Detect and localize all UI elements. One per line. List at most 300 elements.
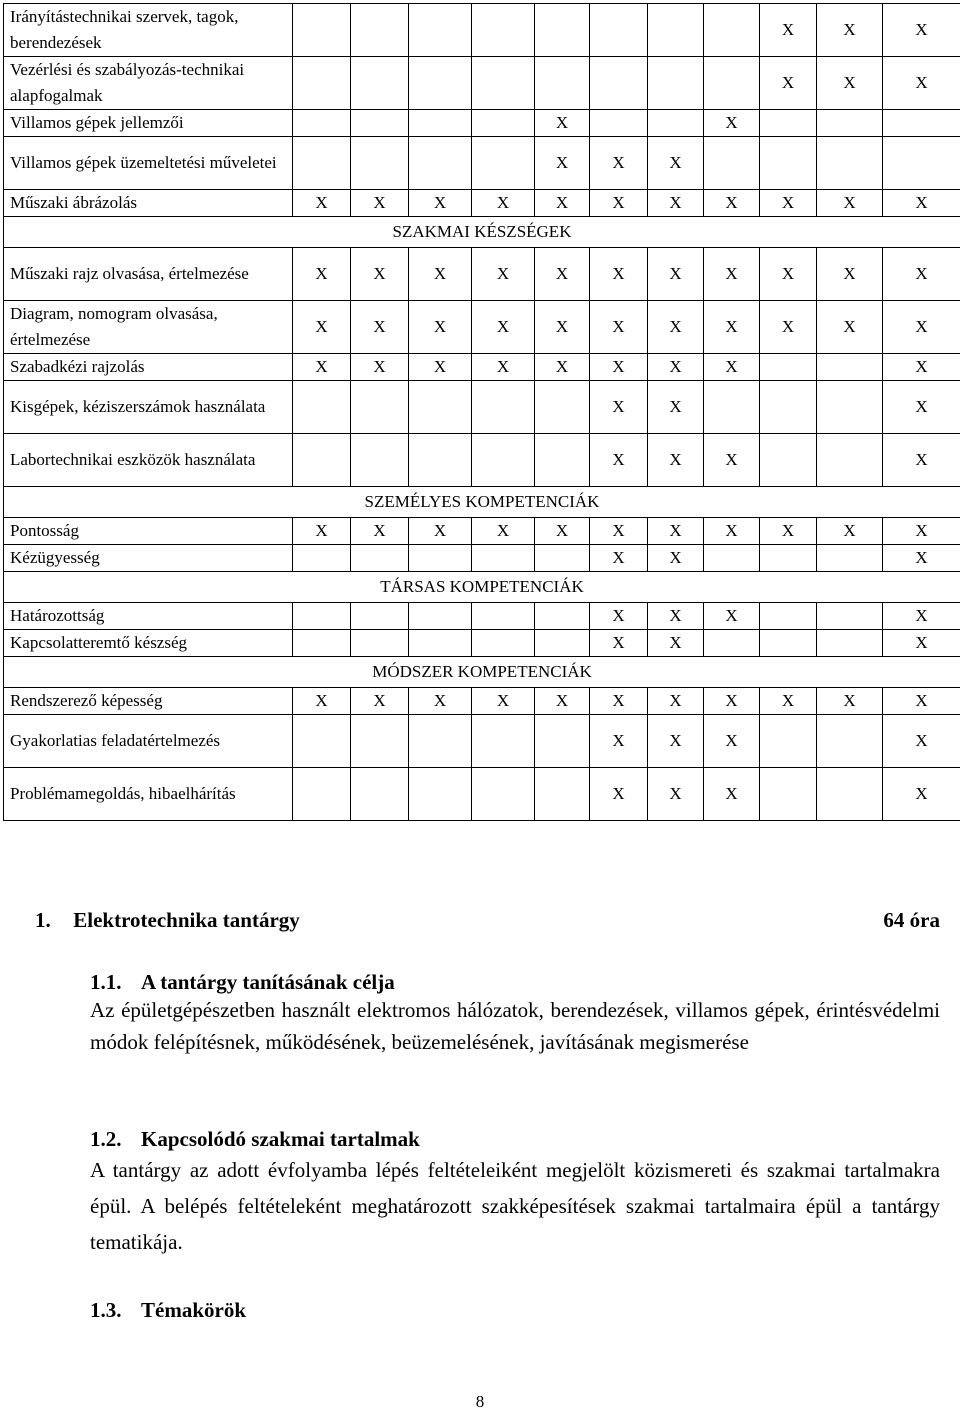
row-label: Vezérlési és szabályozás-technikai alapfogalmak xyxy=(4,57,293,110)
x-mark: X xyxy=(915,784,928,803)
mark-cell xyxy=(351,57,409,110)
section-1-hours: 64 óra xyxy=(883,908,940,932)
x-mark: X xyxy=(373,317,386,336)
table-row xyxy=(4,434,960,487)
mark-cell xyxy=(590,57,648,110)
x-mark: X xyxy=(373,691,386,710)
section-1-1-title: A tantárgy tanításának célja xyxy=(141,970,395,994)
mark-cell xyxy=(472,354,535,381)
mark-cell xyxy=(760,603,817,630)
table-row xyxy=(4,688,960,715)
x-mark: X xyxy=(669,521,682,540)
x-mark: X xyxy=(433,193,447,212)
section-1-1-heading xyxy=(90,970,940,995)
x-mark: X xyxy=(725,113,738,132)
x-mark: X xyxy=(555,264,569,283)
mark-cell xyxy=(351,688,409,715)
mark-cell xyxy=(535,545,590,572)
mark-cell xyxy=(883,630,960,657)
mark-cell xyxy=(409,4,472,57)
mark-cell xyxy=(293,110,351,137)
section-heading: SZEMÉLYES KOMPETENCIÁK xyxy=(4,487,960,518)
table-row xyxy=(4,57,960,110)
mark-cell xyxy=(535,110,590,137)
mark-cell xyxy=(293,381,351,434)
mark-cell xyxy=(648,603,704,630)
mark-cell xyxy=(648,715,704,768)
x-mark: X xyxy=(496,193,510,212)
mark-cell xyxy=(590,630,648,657)
mark-cell xyxy=(590,137,648,190)
x-mark: X xyxy=(669,731,682,750)
x-mark: X xyxy=(315,357,328,376)
row-label: Villamos gépek jellemzői xyxy=(4,110,293,137)
x-mark: X xyxy=(725,784,738,803)
x-mark: X xyxy=(612,731,625,750)
x-mark: X xyxy=(781,193,795,212)
x-mark: X xyxy=(433,264,447,283)
mark-cell xyxy=(817,190,883,217)
mark-cell xyxy=(817,688,883,715)
mark-cell xyxy=(648,518,704,545)
x-mark: X xyxy=(915,450,928,469)
mark-cell xyxy=(883,301,960,354)
page-number: 8 xyxy=(475,1392,485,1411)
x-mark: X xyxy=(555,691,569,710)
mark-cell xyxy=(648,248,704,301)
row-label: Pontosság xyxy=(4,518,293,545)
mark-cell xyxy=(704,57,760,110)
mark-cell xyxy=(535,518,590,545)
x-mark: X xyxy=(555,193,569,212)
mark-cell xyxy=(704,301,760,354)
mark-cell xyxy=(590,354,648,381)
mark-cell xyxy=(760,545,817,572)
mark-cell xyxy=(293,137,351,190)
section-1-1-number: 1.1. xyxy=(90,970,122,994)
mark-cell xyxy=(760,630,817,657)
row-label: Irányítástechnikai szervek, tagok, berendezések xyxy=(4,4,293,57)
x-mark: X xyxy=(612,450,625,469)
mark-cell xyxy=(704,381,760,434)
mark-cell xyxy=(704,768,760,821)
x-mark: X xyxy=(915,521,928,540)
mark-cell xyxy=(590,434,648,487)
table-row xyxy=(4,630,960,657)
mark-cell xyxy=(535,57,590,110)
mark-cell xyxy=(704,137,760,190)
mark-cell xyxy=(535,354,590,381)
mark-cell xyxy=(293,190,351,217)
row-label: Kisgépek, kéziszerszámok használata xyxy=(4,381,293,434)
mark-cell xyxy=(293,301,351,354)
mark-cell xyxy=(704,248,760,301)
x-mark: X xyxy=(555,113,569,132)
x-mark: X xyxy=(612,397,625,416)
x-mark: X xyxy=(725,691,738,710)
mark-cell xyxy=(351,518,409,545)
mark-cell xyxy=(409,630,472,657)
section-1-3-title: Témakörök xyxy=(141,1298,246,1322)
section-heading: TÁRSAS KOMPETENCIÁK xyxy=(4,572,960,603)
mark-cell xyxy=(590,4,648,57)
mark-cell xyxy=(409,603,472,630)
mark-cell xyxy=(817,4,883,57)
x-mark: X xyxy=(433,317,447,336)
x-mark: X xyxy=(843,20,856,39)
mark-cell xyxy=(704,354,760,381)
mark-cell xyxy=(535,768,590,821)
mark-cell xyxy=(817,301,883,354)
mark-cell xyxy=(535,248,590,301)
mark-cell xyxy=(409,57,472,110)
x-mark: X xyxy=(669,450,682,469)
x-mark: X xyxy=(725,317,738,336)
x-mark: X xyxy=(373,521,386,540)
x-mark: X xyxy=(496,317,510,336)
mark-cell xyxy=(293,434,351,487)
mark-cell xyxy=(472,688,535,715)
row-label: Labortechnikai eszközök használata xyxy=(4,434,293,487)
row-label: Kézügyesség xyxy=(4,545,293,572)
mark-cell xyxy=(293,545,351,572)
mark-cell xyxy=(760,190,817,217)
mark-cell xyxy=(472,248,535,301)
mark-cell xyxy=(648,354,704,381)
mark-cell xyxy=(883,4,960,57)
mark-cell xyxy=(760,137,817,190)
x-mark: X xyxy=(612,317,625,336)
mark-cell xyxy=(648,381,704,434)
mark-cell xyxy=(648,545,704,572)
mark-cell xyxy=(351,603,409,630)
mark-cell xyxy=(760,248,817,301)
mark-cell xyxy=(409,518,472,545)
x-mark: X xyxy=(612,606,625,625)
mark-cell xyxy=(472,630,535,657)
mark-cell xyxy=(535,603,590,630)
x-mark: X xyxy=(843,193,856,212)
mark-cell xyxy=(535,381,590,434)
x-mark: X xyxy=(915,20,928,39)
section-1-title: Elektrotechnika tantárgy xyxy=(73,908,300,932)
mark-cell xyxy=(760,57,817,110)
x-mark: X xyxy=(915,633,928,652)
row-label: Diagram, nomogram olvasása, értelmezése xyxy=(4,301,293,354)
table-section-row xyxy=(4,657,960,688)
section-1-number: 1. xyxy=(35,908,51,932)
mark-cell xyxy=(590,190,648,217)
mark-cell xyxy=(648,190,704,217)
table-row xyxy=(4,4,960,57)
x-mark: X xyxy=(315,264,328,283)
section-heading: MÓDSZER KOMPETENCIÁK xyxy=(4,657,960,688)
mark-cell xyxy=(590,301,648,354)
mark-cell xyxy=(590,688,648,715)
row-label: Szabadkézi rajzolás xyxy=(4,354,293,381)
mark-cell xyxy=(817,518,883,545)
table-row xyxy=(4,518,960,545)
mark-cell xyxy=(293,688,351,715)
section-1-2-title: Kapcsolódó szakmai tartalmak xyxy=(141,1127,420,1151)
mark-cell xyxy=(535,301,590,354)
mark-cell xyxy=(472,137,535,190)
mark-cell xyxy=(648,4,704,57)
mark-cell xyxy=(760,4,817,57)
mark-cell xyxy=(704,518,760,545)
mark-cell xyxy=(472,715,535,768)
x-mark: X xyxy=(315,317,328,336)
mark-cell xyxy=(704,630,760,657)
x-mark: X xyxy=(669,317,682,336)
x-mark: X xyxy=(669,633,682,652)
mark-cell xyxy=(760,688,817,715)
mark-cell xyxy=(817,57,883,110)
mark-cell xyxy=(590,248,648,301)
mark-cell xyxy=(351,354,409,381)
x-mark: X xyxy=(781,521,795,540)
mark-cell xyxy=(293,715,351,768)
x-mark: X xyxy=(669,606,682,625)
mark-cell xyxy=(883,545,960,572)
mark-cell xyxy=(293,4,351,57)
section-1-2 xyxy=(90,1127,940,1260)
table-row xyxy=(4,190,960,217)
section-1-1 xyxy=(90,970,940,1058)
x-mark: X xyxy=(915,357,928,376)
mark-cell xyxy=(472,518,535,545)
mark-cell xyxy=(817,248,883,301)
mark-cell xyxy=(760,110,817,137)
mark-cell xyxy=(760,518,817,545)
mark-cell xyxy=(472,603,535,630)
x-mark: X xyxy=(725,450,738,469)
mark-cell xyxy=(409,715,472,768)
mark-cell xyxy=(648,110,704,137)
mark-cell xyxy=(760,768,817,821)
mark-cell xyxy=(409,248,472,301)
x-mark: X xyxy=(612,521,625,540)
mark-cell xyxy=(293,603,351,630)
x-mark: X xyxy=(725,521,738,540)
row-label: Problémamegoldás, hibaelhárítás xyxy=(4,768,293,821)
row-label: Gyakorlatias feladatértelmezés xyxy=(4,715,293,768)
x-mark: X xyxy=(781,264,795,283)
x-mark: X xyxy=(496,521,510,540)
x-mark: X xyxy=(612,153,625,172)
mark-cell xyxy=(409,354,472,381)
mark-cell xyxy=(535,688,590,715)
mark-cell xyxy=(409,545,472,572)
mark-cell xyxy=(883,354,960,381)
mark-cell xyxy=(760,434,817,487)
mark-cell xyxy=(351,715,409,768)
mark-cell xyxy=(883,715,960,768)
x-mark: X xyxy=(669,784,682,803)
x-mark: X xyxy=(725,606,738,625)
mark-cell xyxy=(760,715,817,768)
x-mark: X xyxy=(781,20,795,39)
mark-cell xyxy=(293,248,351,301)
mark-cell xyxy=(293,630,351,657)
mark-cell xyxy=(409,110,472,137)
section-1-3 xyxy=(90,1298,940,1323)
mark-cell xyxy=(409,301,472,354)
section-1-2-text: A tantárgy az adott évfolyamba lépés feltételeiként megjelölt közismereti és szakmai tartalmakra épül. A belépés feltételeként meghatározott szakképesítések szakmai tartalmaira épül a tantárgy tematikája. xyxy=(90,1158,940,1254)
table-row xyxy=(4,715,960,768)
mark-cell xyxy=(817,137,883,190)
x-mark: X xyxy=(612,548,625,567)
mark-cell xyxy=(535,4,590,57)
mark-cell xyxy=(704,190,760,217)
mark-cell xyxy=(704,545,760,572)
x-mark: X xyxy=(669,357,682,376)
x-mark: X xyxy=(843,691,856,710)
mark-cell xyxy=(535,137,590,190)
mark-cell xyxy=(704,715,760,768)
mark-cell xyxy=(817,715,883,768)
x-mark: X xyxy=(669,691,682,710)
x-mark: X xyxy=(612,633,625,652)
mark-cell xyxy=(409,137,472,190)
table-row xyxy=(4,137,960,190)
row-label: Kapcsolatteremtő készség xyxy=(4,630,293,657)
x-mark: X xyxy=(915,193,928,212)
section-heading: SZAKMAI KÉSZSÉGEK xyxy=(4,217,960,248)
mark-cell xyxy=(648,688,704,715)
mark-cell xyxy=(883,137,960,190)
table-row xyxy=(4,354,960,381)
x-mark: X xyxy=(781,317,795,336)
x-mark: X xyxy=(843,264,856,283)
mark-cell xyxy=(351,110,409,137)
x-mark: X xyxy=(612,357,625,376)
mark-cell xyxy=(535,715,590,768)
x-mark: X xyxy=(915,691,928,710)
x-mark: X xyxy=(915,264,928,283)
x-mark: X xyxy=(555,521,569,540)
mark-cell xyxy=(409,768,472,821)
table-section-row xyxy=(4,217,960,248)
mark-cell xyxy=(590,110,648,137)
mark-cell xyxy=(817,110,883,137)
mark-cell xyxy=(590,603,648,630)
x-mark: X xyxy=(843,521,856,540)
x-mark: X xyxy=(373,357,386,376)
mark-cell xyxy=(293,768,351,821)
x-mark: X xyxy=(781,691,795,710)
x-mark: X xyxy=(496,357,510,376)
mark-cell xyxy=(590,768,648,821)
mark-cell xyxy=(760,381,817,434)
x-mark: X xyxy=(433,521,447,540)
row-label: Műszaki rajz olvasása, értelmezése xyxy=(4,248,293,301)
mark-cell xyxy=(883,57,960,110)
mark-cell xyxy=(351,545,409,572)
table-row xyxy=(4,110,960,137)
mark-cell xyxy=(817,545,883,572)
x-mark: X xyxy=(555,317,569,336)
mark-cell xyxy=(883,603,960,630)
mark-cell xyxy=(704,4,760,57)
x-mark: X xyxy=(669,548,682,567)
x-mark: X xyxy=(669,193,682,212)
mark-cell xyxy=(590,545,648,572)
mark-cell xyxy=(351,381,409,434)
mark-cell xyxy=(472,301,535,354)
mark-cell xyxy=(817,630,883,657)
x-mark: X xyxy=(315,521,328,540)
mark-cell xyxy=(883,381,960,434)
table-row xyxy=(4,545,960,572)
row-label: Határozottság xyxy=(4,603,293,630)
mark-cell xyxy=(883,190,960,217)
mark-cell xyxy=(648,434,704,487)
x-mark: X xyxy=(725,357,738,376)
mark-cell xyxy=(472,4,535,57)
mark-cell xyxy=(472,434,535,487)
mark-cell xyxy=(535,434,590,487)
x-mark: X xyxy=(433,691,447,710)
mark-cell xyxy=(351,4,409,57)
x-mark: X xyxy=(669,153,682,172)
row-label: Rendszerező képesség xyxy=(4,688,293,715)
mark-cell xyxy=(472,57,535,110)
x-mark: X xyxy=(915,317,928,336)
x-mark: X xyxy=(669,397,682,416)
x-mark: X xyxy=(496,691,510,710)
mark-cell xyxy=(883,688,960,715)
x-mark: X xyxy=(612,193,625,212)
x-mark: X xyxy=(843,73,856,92)
x-mark: X xyxy=(915,548,928,567)
x-mark: X xyxy=(555,357,569,376)
mark-cell xyxy=(648,630,704,657)
mark-cell xyxy=(535,630,590,657)
mark-cell xyxy=(817,354,883,381)
x-mark: X xyxy=(373,264,386,283)
x-mark: X xyxy=(612,264,625,283)
mark-cell xyxy=(648,137,704,190)
mark-cell xyxy=(590,715,648,768)
mark-cell xyxy=(293,57,351,110)
x-mark: X xyxy=(315,691,328,710)
x-mark: X xyxy=(725,731,738,750)
row-label: Műszaki ábrázolás xyxy=(4,190,293,217)
x-mark: X xyxy=(496,264,510,283)
x-mark: X xyxy=(725,193,738,212)
mark-cell xyxy=(535,190,590,217)
mark-cell xyxy=(760,301,817,354)
mark-cell xyxy=(590,381,648,434)
mark-cell xyxy=(704,603,760,630)
mark-cell xyxy=(883,518,960,545)
mark-cell xyxy=(351,434,409,487)
x-mark: X xyxy=(781,73,795,92)
mark-cell xyxy=(817,434,883,487)
table-row xyxy=(4,248,960,301)
x-mark: X xyxy=(315,193,328,212)
x-mark: X xyxy=(612,691,625,710)
mark-cell xyxy=(883,768,960,821)
mark-cell xyxy=(472,190,535,217)
section-1-1-text: Az épületgépészetben használt elektromos hálózatok, berendezések, villamos gépek, érintésvédelmi módok felépítésnek, működésének, beüzemelésének, javításának megismerése xyxy=(90,998,940,1054)
x-mark: X xyxy=(843,317,856,336)
x-mark: X xyxy=(915,731,928,750)
mark-cell xyxy=(351,137,409,190)
table-section-row xyxy=(4,487,960,518)
mark-cell xyxy=(472,381,535,434)
